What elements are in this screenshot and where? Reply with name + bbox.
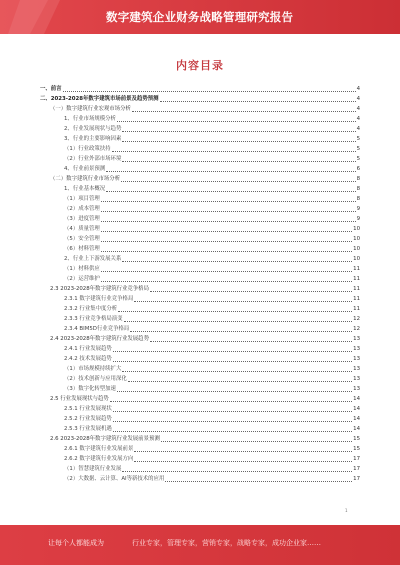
toc-entry[interactable]	[40, 85, 360, 93]
toc-entry[interactable]	[40, 255, 360, 263]
toc-leader-dots	[122, 129, 355, 132]
toc-entry-text: （1）智慧建筑行业发展	[64, 466, 122, 472]
toc-entry[interactable]	[40, 185, 360, 193]
toc-entry[interactable]	[40, 435, 360, 443]
toc-entry-text: 2.5 行业发展现状与趋势	[50, 396, 109, 402]
toc-entry-text: （1）材料供应	[64, 266, 100, 272]
toc-entry[interactable]	[40, 105, 360, 113]
table-of-contents	[40, 85, 360, 485]
toc-leader-dots	[113, 419, 352, 422]
toc-entry-page: 6	[356, 166, 360, 172]
toc-entry-page: 13	[353, 356, 360, 362]
toc-leader-dots	[150, 289, 352, 292]
toc-leader-dots	[134, 299, 352, 302]
toc-entry-page: 4	[356, 126, 360, 132]
toc-entry-text: 2.6.1 数字建筑行业发展前景	[64, 446, 134, 452]
toc-entry-text: （2）成本管理	[64, 206, 100, 212]
toc-entry[interactable]	[40, 365, 360, 373]
toc-leader-dots	[122, 369, 352, 372]
toc-leader-dots	[101, 229, 352, 232]
toc-leader-dots	[63, 89, 356, 92]
toc-entry[interactable]	[40, 195, 360, 203]
toc-entry-text: （1）市场规模持续扩大	[64, 366, 122, 372]
toc-entry-text: （6）材料管理	[64, 246, 100, 252]
toc-entry-text: 2.3.4 BIM5D行业竞争格局	[64, 326, 130, 332]
toc-entry[interactable]	[40, 125, 360, 133]
toc-entry-page: 9	[356, 206, 360, 212]
toc-entry-page: 4	[356, 96, 360, 102]
toc-entry-text: 2.4.1 行业发展趋势	[64, 346, 112, 352]
toc-leader-dots	[161, 439, 352, 442]
toc-entry-text: 一、前言	[40, 86, 62, 92]
toc-leader-dots	[121, 179, 355, 182]
toc-entry-page: 10	[353, 236, 360, 242]
toc-entry-page: 10	[353, 226, 360, 232]
toc-entry-page: 11	[353, 266, 360, 272]
toc-entry-page: 14	[353, 396, 360, 402]
toc-entry-page: 14	[353, 406, 360, 412]
report-footer	[0, 525, 400, 565]
toc-leader-dots	[122, 159, 355, 162]
toc-entry-page: 15	[353, 436, 360, 442]
toc-entry-page: 4	[356, 106, 360, 112]
toc-entry-page: 14	[353, 416, 360, 422]
toc-entry-text: （3）数字化转型加速	[64, 386, 116, 392]
toc-entry-page: 8	[356, 196, 360, 202]
toc-entry-text: （1）项目管理	[64, 196, 100, 202]
toc-entry-page: 13	[353, 346, 360, 352]
toc-entry-text: 2.3 2023-2028年数字建筑行业竞争格局	[50, 286, 149, 292]
toc-entry[interactable]	[40, 225, 360, 233]
toc-leader-dots	[106, 169, 355, 172]
toc-entry-page: 10	[353, 256, 360, 262]
toc-leader-dots	[124, 319, 353, 322]
toc-entry-page: 17	[353, 476, 360, 482]
toc-entry-text: （2）大数据、云计算、AI等新技术的应用	[64, 476, 165, 482]
toc-entry-page: 12	[353, 316, 360, 322]
toc-entry-page: 4	[356, 86, 360, 92]
toc-entry-text: 1、行业基本概况	[64, 186, 106, 192]
footer-slogan-right: 行业专家，管理专家，营销专家，战略专家，成功企业家……	[132, 539, 321, 547]
toc-entry-page: 15	[353, 446, 360, 452]
toc-entry-page: 13	[353, 386, 360, 392]
toc-entry-text: （3）进度管理	[64, 216, 100, 222]
toc-leader-dots	[165, 479, 352, 482]
toc-entry-page: 5	[356, 146, 360, 152]
toc-leader-dots	[110, 399, 352, 402]
toc-leader-dots	[113, 349, 352, 352]
toc-leader-dots	[132, 109, 356, 112]
toc-entry[interactable]	[40, 145, 360, 153]
toc-entry[interactable]	[40, 465, 360, 473]
toc-leader-dots	[130, 329, 352, 332]
toc-entry-text: （2）行业外部市场环境	[64, 156, 122, 162]
toc-entry-text: 3、行业的主要影响因素	[64, 136, 122, 142]
toc-entry[interactable]	[40, 215, 360, 223]
toc-leader-dots	[113, 429, 352, 432]
toc-entry[interactable]	[40, 475, 360, 483]
toc-entry[interactable]	[40, 425, 360, 433]
toc-entry[interactable]	[40, 375, 360, 383]
toc-entry-text: 2.3.2 行业集中度分析	[64, 306, 118, 312]
toc-entry[interactable]	[40, 385, 360, 393]
toc-entry-page: 13	[353, 376, 360, 382]
toc-entry[interactable]	[40, 305, 360, 313]
toc-entry[interactable]	[40, 295, 360, 303]
toc-entry[interactable]	[40, 335, 360, 343]
toc-leader-dots	[101, 199, 356, 202]
toc-entry-text: 2、行业上下游发展关系	[64, 256, 122, 262]
toc-entry[interactable]	[40, 455, 360, 463]
toc-leader-dots	[122, 259, 352, 262]
toc-entry[interactable]	[40, 245, 360, 253]
toc-entry-page: 11	[353, 306, 360, 312]
toc-entry-page: 8	[356, 186, 360, 192]
toc-leader-dots	[117, 389, 352, 392]
toc-entry-text: （1）行业政策扶持	[64, 146, 111, 152]
toc-entry-page: 5	[356, 136, 360, 142]
toc-entry[interactable]	[40, 95, 360, 103]
toc-entry-text: （2）技术创新与应用深化	[64, 376, 127, 382]
toc-entry-page: 4	[356, 116, 360, 122]
toc-leader-dots	[106, 189, 355, 192]
toc-entry[interactable]	[40, 285, 360, 293]
toc-leader-dots	[101, 209, 356, 212]
toc-entry[interactable]	[40, 405, 360, 413]
toc-entry-page: 5	[356, 156, 360, 162]
report-title: 数字建筑企业财务战略管理研究报告	[106, 10, 294, 24]
toc-leader-dots	[118, 309, 352, 312]
toc-heading: 内容目录	[176, 59, 224, 72]
toc-entry-text: 2.4.2 技术发展趋势	[64, 356, 112, 362]
toc-entry[interactable]	[40, 205, 360, 213]
toc-entry-text: 1、行业市场规模分析	[64, 116, 116, 122]
toc-entry-page: 11	[353, 296, 360, 302]
toc-entry[interactable]	[40, 355, 360, 363]
toc-leader-dots	[128, 379, 352, 382]
toc-leader-dots	[112, 149, 356, 152]
toc-entry[interactable]	[40, 445, 360, 453]
toc-leader-dots	[101, 269, 352, 272]
toc-entry-page: 8	[356, 176, 360, 182]
toc-entry[interactable]	[40, 325, 360, 333]
toc-entry[interactable]	[40, 235, 360, 243]
toc-entry-text: 2.5.3 行业发展机遇	[64, 426, 112, 432]
toc-entry-page: 11	[353, 276, 360, 282]
toc-entry[interactable]	[40, 395, 360, 403]
toc-leader-dots	[160, 99, 356, 102]
toc-entry-page: 12	[353, 326, 360, 332]
toc-leader-dots	[113, 409, 352, 412]
toc-entry-text: 二、2023-2028年数字建筑市场前景及趋势预测	[40, 96, 159, 102]
toc-leader-dots	[134, 459, 352, 462]
toc-leader-dots	[101, 249, 352, 252]
toc-entry[interactable]	[40, 275, 360, 283]
toc-entry-page: 10	[353, 246, 360, 252]
toc-leader-dots	[101, 279, 352, 282]
header-decoration-icon	[0, 0, 70, 34]
toc-entry-text: （2）运营维护	[64, 276, 100, 282]
toc-entry[interactable]	[40, 265, 360, 273]
toc-entry-text: 2.5.1 行业发展现状	[64, 406, 112, 412]
toc-entry-text: （4）质量管理	[64, 226, 100, 232]
toc-leader-dots	[113, 359, 352, 362]
toc-entry[interactable]	[40, 165, 360, 173]
toc-leader-dots	[134, 449, 352, 452]
toc-entry-page: 9	[356, 216, 360, 222]
toc-entry-text: 2.6 2023-2028年数字建筑行业发展前景预测	[50, 436, 160, 442]
toc-entry[interactable]	[40, 315, 360, 323]
toc-entry-text: 2.5.2 行业发展趋势	[64, 416, 112, 422]
toc-entry[interactable]	[40, 155, 360, 163]
toc-entry[interactable]	[40, 415, 360, 423]
report-header	[0, 0, 400, 34]
toc-entry-page: 13	[353, 366, 360, 372]
footer-slogan-left: 让每个人都能成为	[48, 539, 104, 547]
toc-entry-text: （一）数字建筑行业宏观市场分析	[50, 106, 131, 112]
toc-leader-dots	[101, 219, 356, 222]
toc-entry-text: （5）安全管理	[64, 236, 100, 242]
toc-entry[interactable]	[40, 115, 360, 123]
toc-entry[interactable]	[40, 175, 360, 183]
toc-entry-page: 14	[353, 426, 360, 432]
toc-entry-text: 2.3.3 行业竞争格局演变	[64, 316, 123, 322]
toc-entry-text: 2.6.2 数字建筑行业发展方向	[64, 456, 134, 462]
toc-leader-dots	[122, 139, 355, 142]
toc-entry-page: 11	[353, 286, 360, 292]
toc-entry-text: （二）数字建筑行业市场分析	[50, 176, 121, 182]
toc-entry-text: 2.4 2023-2028年数字建筑行业发展趋势	[50, 336, 149, 342]
toc-leader-dots	[101, 239, 352, 242]
toc-entry-page: 17	[353, 466, 360, 472]
toc-entry-text: 4、行业前景预测	[64, 166, 106, 172]
toc-entry-text: 2、行业发展现状与趋势	[64, 126, 122, 132]
toc-entry[interactable]	[40, 345, 360, 353]
toc-entry-page: 13	[353, 336, 360, 342]
toc-entry[interactable]	[40, 135, 360, 143]
page-number: 1	[345, 508, 348, 513]
toc-leader-dots	[117, 119, 356, 122]
toc-entry-page: 17	[353, 456, 360, 462]
toc-leader-dots	[150, 339, 352, 342]
toc-leader-dots	[122, 469, 352, 472]
toc-entry-text: 2.3.1 数字建筑行业竞争格局	[64, 296, 134, 302]
